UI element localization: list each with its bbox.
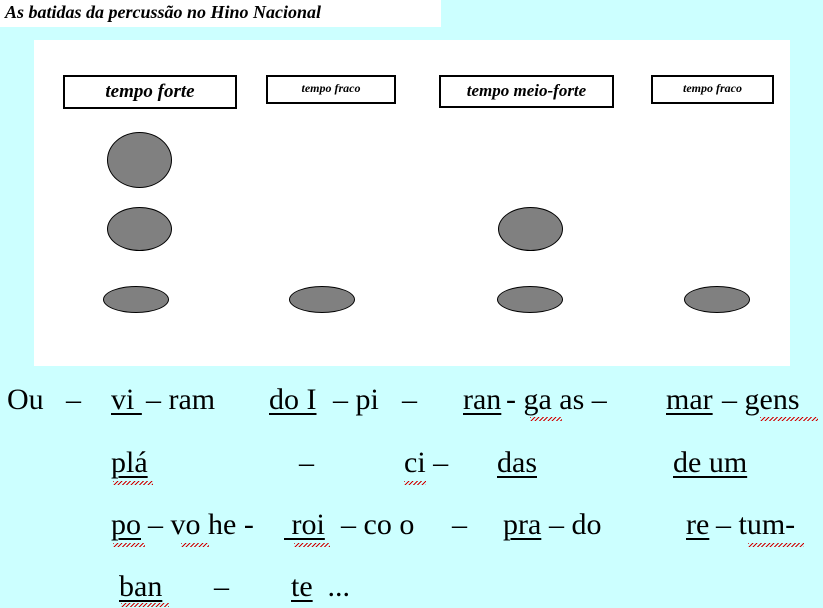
syllable-stressed: te	[291, 570, 313, 603]
spellcheck-mark	[181, 543, 209, 547]
syllable-stressed: plá	[111, 446, 148, 479]
syllable-stressed: do I	[269, 383, 317, 416]
spellcheck-mark	[404, 481, 426, 485]
spellcheck-mark	[113, 481, 153, 485]
syllable: –	[66, 383, 81, 416]
syllable: – gens	[722, 383, 800, 416]
syllable-stressed: po	[111, 508, 141, 541]
syllable-stressed: re	[686, 508, 710, 541]
spellcheck-mark	[113, 543, 145, 547]
spellcheck-mark	[294, 543, 330, 547]
syllable: –	[452, 508, 467, 541]
spellcheck-mark	[121, 603, 169, 607]
page-title: As batidas da percussão no Hino Nacional	[5, 2, 322, 22]
spellcheck-mark	[760, 417, 818, 421]
beat-label-weak-2: tempo fraco	[651, 75, 774, 104]
syllable: ...	[320, 570, 350, 603]
syllable-stressed: vi	[111, 383, 142, 416]
syllable-stressed: ban	[119, 570, 163, 603]
syllable-stressed: roi	[284, 508, 325, 541]
syllable: Ou	[7, 383, 44, 416]
syllable: – vo he -	[148, 508, 254, 541]
beat-label-strong: tempo forte	[63, 75, 237, 109]
syllable: – ram	[146, 383, 216, 416]
syllable-stressed: pra	[503, 508, 542, 541]
syllable-stressed: das	[497, 446, 537, 479]
syllable: –	[402, 383, 417, 416]
syllable: ci –	[404, 446, 449, 479]
syllable-stressed: de um	[673, 446, 748, 479]
syllable: – tum-	[716, 508, 796, 541]
beat-label-medium: tempo meio-forte	[439, 75, 614, 108]
beat-label-weak-1: tempo fraco	[266, 75, 396, 104]
syllable-stressed: ran	[463, 383, 502, 416]
syllable-stressed: mar	[666, 383, 713, 416]
spellcheck-mark	[530, 417, 562, 421]
syllable: –	[299, 446, 314, 479]
syllable: – pi	[333, 383, 379, 416]
syllable: - ga as –	[506, 383, 607, 416]
syllable: – co o	[341, 508, 415, 541]
spellcheck-mark	[748, 543, 804, 547]
syllable: – do	[549, 508, 602, 541]
syllable: –	[214, 570, 229, 603]
